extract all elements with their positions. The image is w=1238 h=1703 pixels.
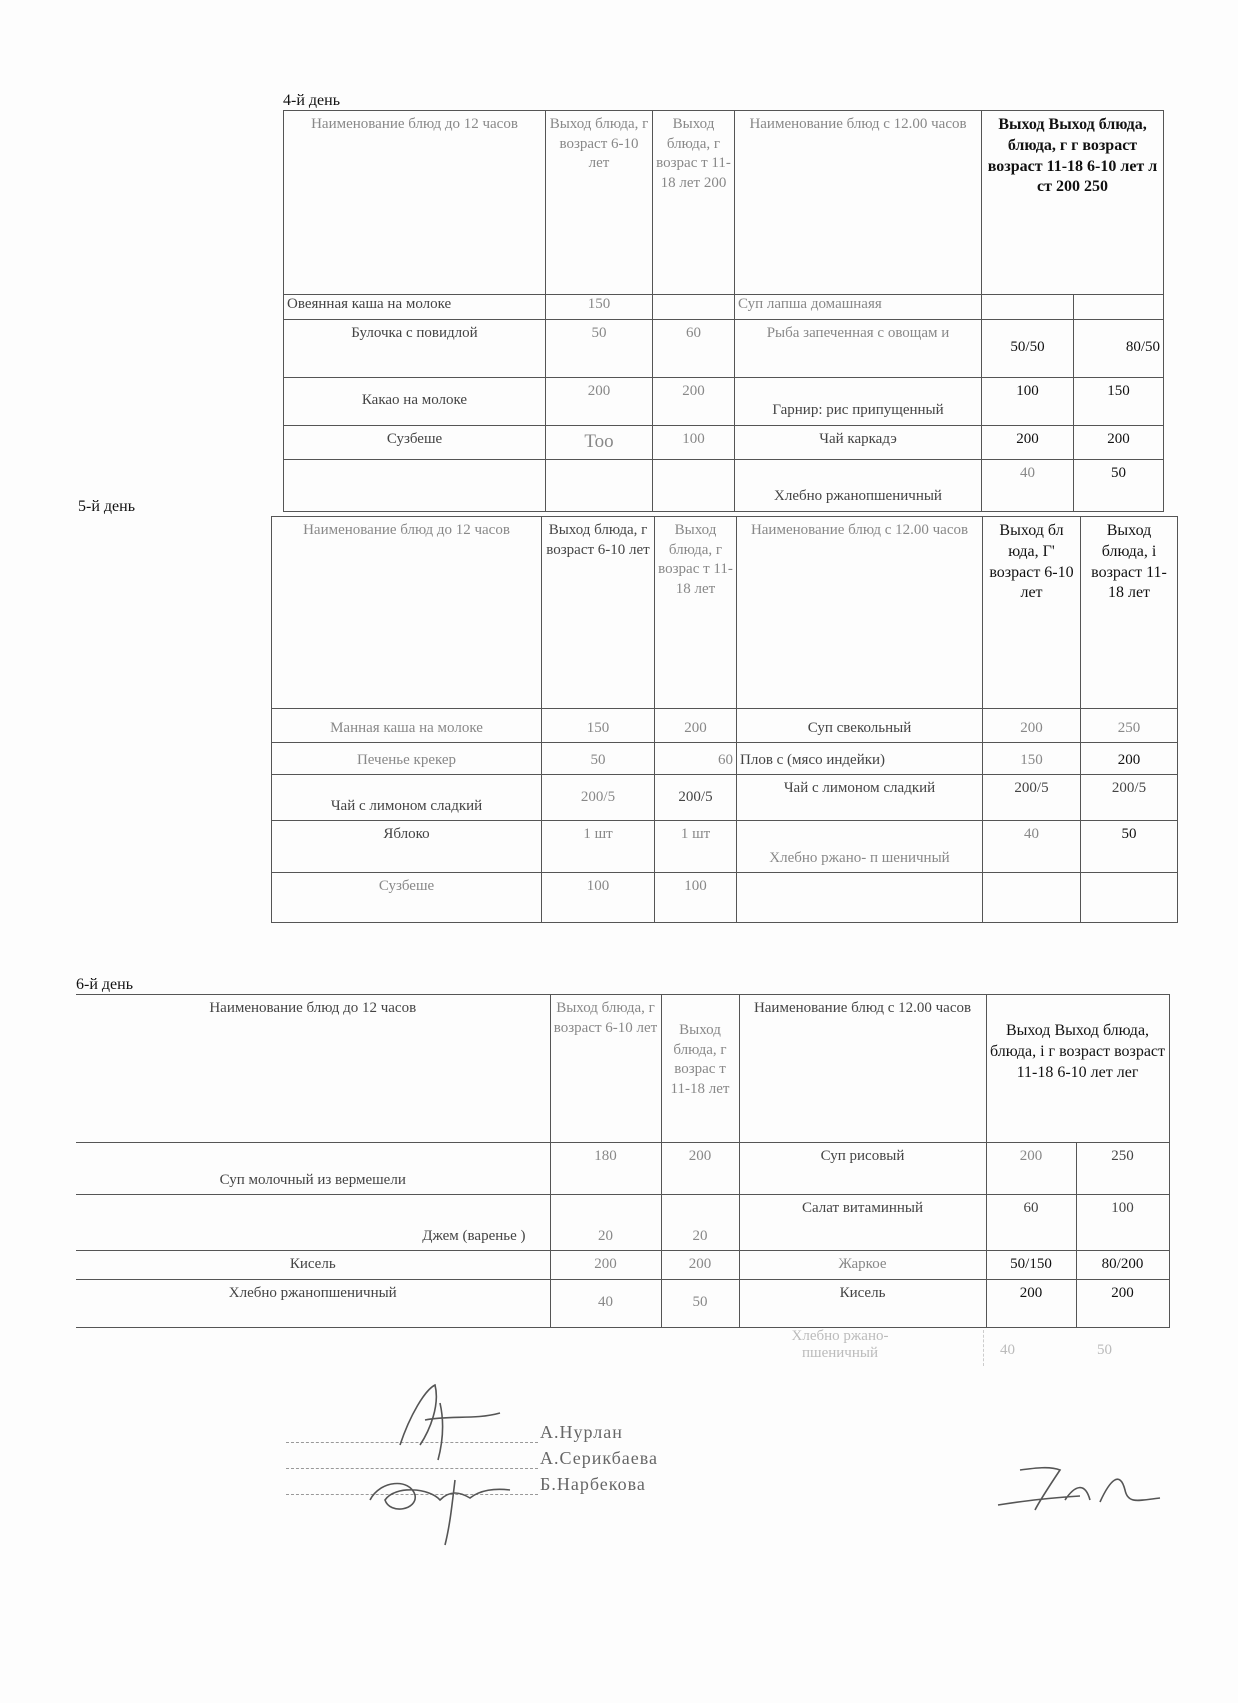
table-row [76,1195,1169,1251]
cell-dish: Сузбеше [284,425,546,459]
faded-extra-yield-6-10: 40 [1000,1342,1015,1358]
handwritten-signature [990,1460,1170,1520]
cell-yield: 1 шт [655,821,737,873]
handwritten-signature [380,1375,510,1465]
cell-yield: 50 [546,319,653,377]
header-yield-11-18: Выход блюда, г возрас т 11-18 лет [661,995,739,1143]
header-yield-6-10: Выход блюда, г возраст 6-10 лет [550,995,661,1143]
cell-dish: Рыба запеченная с овощам и [735,319,982,377]
table-row [272,775,1178,821]
header-yield-afternoon: Выход Выход блюда, блюда, і г возраст возраст 11-18 6-10 лет лег [986,995,1169,1143]
cell-dish: Кисель [76,1251,550,1280]
cell-dish [737,873,983,923]
signatory-name: А.Серикбаева [540,1448,659,1468]
day4-label: 4-й день [283,92,340,109]
cell-yield: 200 [661,1143,739,1195]
signatory-name: А.Нурлан [540,1422,623,1442]
header-yield-afternoon-11-18: Выход блюда, і возраст 11-18 лет [1081,517,1178,709]
table-row [76,1143,1169,1195]
cell-yield: 200 [546,377,653,425]
header-dish-morning: Наименование блюд до 12 часов [272,517,542,709]
header-yield-11-18: Выход блюда, г возрас т 11-18 лет [655,517,737,709]
cell-yield: 200/5 [983,775,1081,821]
cell-dish: Яблоко [272,821,542,873]
cell-yield: 150 [542,709,655,743]
header-yield-afternoon-6-10: Выход бл юда, Г' возраст 6-10 лет [983,517,1081,709]
cell-yield: 200 [550,1251,661,1280]
header-yield-6-10: Выход блюда, г возраст 6-10 лет [542,517,655,709]
cell-yield: 200 [986,1279,1076,1327]
cell-dish: Кисель [739,1279,986,1327]
cell-yield: 60 [655,743,737,775]
cell-yield: 1 шт [542,821,655,873]
day5-label: 5-й день [78,498,135,515]
cell-dish: Манная каша на молоке [272,709,542,743]
cell-dish: Гарнир: рис припущенный [735,377,982,425]
cell-yield: 60 [653,319,735,377]
table-row [272,743,1178,775]
cell-yield: 40 [983,821,1081,873]
cell-dish: Плов с (мясо индейки) [737,743,983,775]
table-header-row [272,517,1178,709]
cell-yield: 200 [661,1251,739,1280]
cell-yield: 150 [1074,377,1164,425]
cell-yield [1074,295,1164,320]
table-header-row [76,995,1169,1143]
cell-yield: 180 [550,1143,661,1195]
cell-yield: Тоо [546,425,653,459]
header-dish-morning: Наименование блюд до 12 часов [284,111,546,295]
cell-yield: 150 [546,295,653,320]
cell-yield [983,873,1081,923]
table-row [284,319,1164,377]
cell-yield: 40 [982,459,1074,511]
day5-table [271,516,1178,923]
header-yield-6-10: Выход блюда, г возраст 6-10 лет [546,111,653,295]
cell-dish: Суп молочный из вермешели [76,1143,550,1195]
cell-yield: 50 [1081,821,1178,873]
header-yield-11-18: Выход блюда, г возрас т 11-18 лет 200 [653,111,735,295]
cell-dish: Хлебно ржано- п шеничный [737,821,983,873]
cell-yield: 200 [982,425,1074,459]
cell-dish: Овеянная каша на молоке [284,295,546,320]
cell-yield: 200 [655,709,737,743]
cell-dish [284,459,546,511]
cell-dish: Печенье крекер [272,743,542,775]
header-dish-afternoon: Наименование блюд с 12.00 часов [739,995,986,1143]
cell-yield [546,459,653,511]
cell-dish: Суп рисовый [739,1143,986,1195]
cell-yield [1081,873,1178,923]
cell-dish: Жаркое [739,1251,986,1280]
cell-yield: 200 [1081,743,1178,775]
handwritten-signature [360,1460,520,1550]
cell-dish: Сузбеше [272,873,542,923]
cell-dish: Салат витаминный [739,1195,986,1251]
cell-yield: 80/200 [1076,1251,1169,1280]
day4-table [283,110,1164,512]
cell-yield: 50 [1074,459,1164,511]
cell-dish: Суп лапша домашнаяя [735,295,982,320]
cell-yield: 200/5 [542,775,655,821]
cell-yield: 100 [655,873,737,923]
table-row [284,295,1164,320]
cell-dish: Булочка с повидлой [284,319,546,377]
day6-table [76,994,1170,1328]
faded-extra-yield-11-18: 50 [1097,1342,1112,1358]
cell-yield: 200 [983,709,1081,743]
header-dish-morning: Наименование блюд до 12 часов [76,995,550,1143]
cell-yield: 60 [986,1195,1076,1251]
cell-yield: 40 [550,1279,661,1327]
cell-yield: 200/5 [655,775,737,821]
table-header-row [284,111,1164,295]
header-dish-afternoon: Наименование блюд с 12.00 часов [735,111,982,295]
cell-yield [653,295,735,320]
table-row [76,1279,1169,1327]
cell-dish: Чай с лимоном сладкий [272,775,542,821]
cell-yield: 200 [653,377,735,425]
cell-yield: 250 [1081,709,1178,743]
cell-dish: Чай с лимоном сладкий [737,775,983,821]
cell-yield [982,295,1074,320]
table-row [284,425,1164,459]
table-row [272,709,1178,743]
cell-yield: 80/50 [1074,319,1164,377]
day6-label: 6-й день [76,976,133,993]
cell-dish: Хлебно ржанопшеничный [735,459,982,511]
cell-yield: 150 [983,743,1081,775]
cell-yield: 250 [1076,1143,1169,1195]
cell-dish: Суп свекольный [737,709,983,743]
cell-yield: 200 [1074,425,1164,459]
cell-yield: 50 [661,1279,739,1327]
cell-yield: 100 [653,425,735,459]
table-row [272,873,1178,923]
table-row [284,377,1164,425]
cell-yield: 50/50 [982,319,1074,377]
cell-yield: 200/5 [1081,775,1178,821]
cell-dish: Чай каркадэ [735,425,982,459]
cell-yield: 100 [1076,1195,1169,1251]
cell-yield: 200 [986,1143,1076,1195]
cell-yield: 100 [982,377,1074,425]
cell-yield: 50/150 [986,1251,1076,1280]
header-dish-afternoon: Наименование блюд с 12.00 часов [737,517,983,709]
cell-dish: Хлебно ржанопшеничный [76,1279,550,1327]
cell-yield: 50 [542,743,655,775]
faded-divider [983,1330,984,1366]
cell-yield: 200 [1076,1279,1169,1327]
faded-extra-dish: Хлебно ржано- пшеничный [791,1328,889,1361]
cell-yield [653,459,735,511]
cell-dish: Джем (варенье ) [76,1195,550,1251]
header-yield-afternoon: Выход Выход блюда, блюда, г г возраст возраст 11-18 6-10 лет л ст 200 250 [982,111,1164,295]
cell-yield: 20 [661,1195,739,1251]
cell-yield: 100 [542,873,655,923]
signatory-name: Б.Нарбекова [540,1474,646,1494]
cell-yield: 20 [550,1195,661,1251]
table-row [272,821,1178,873]
cell-dish: Какао на молоке [284,377,546,425]
table-row [284,459,1164,511]
table-row [76,1251,1169,1280]
